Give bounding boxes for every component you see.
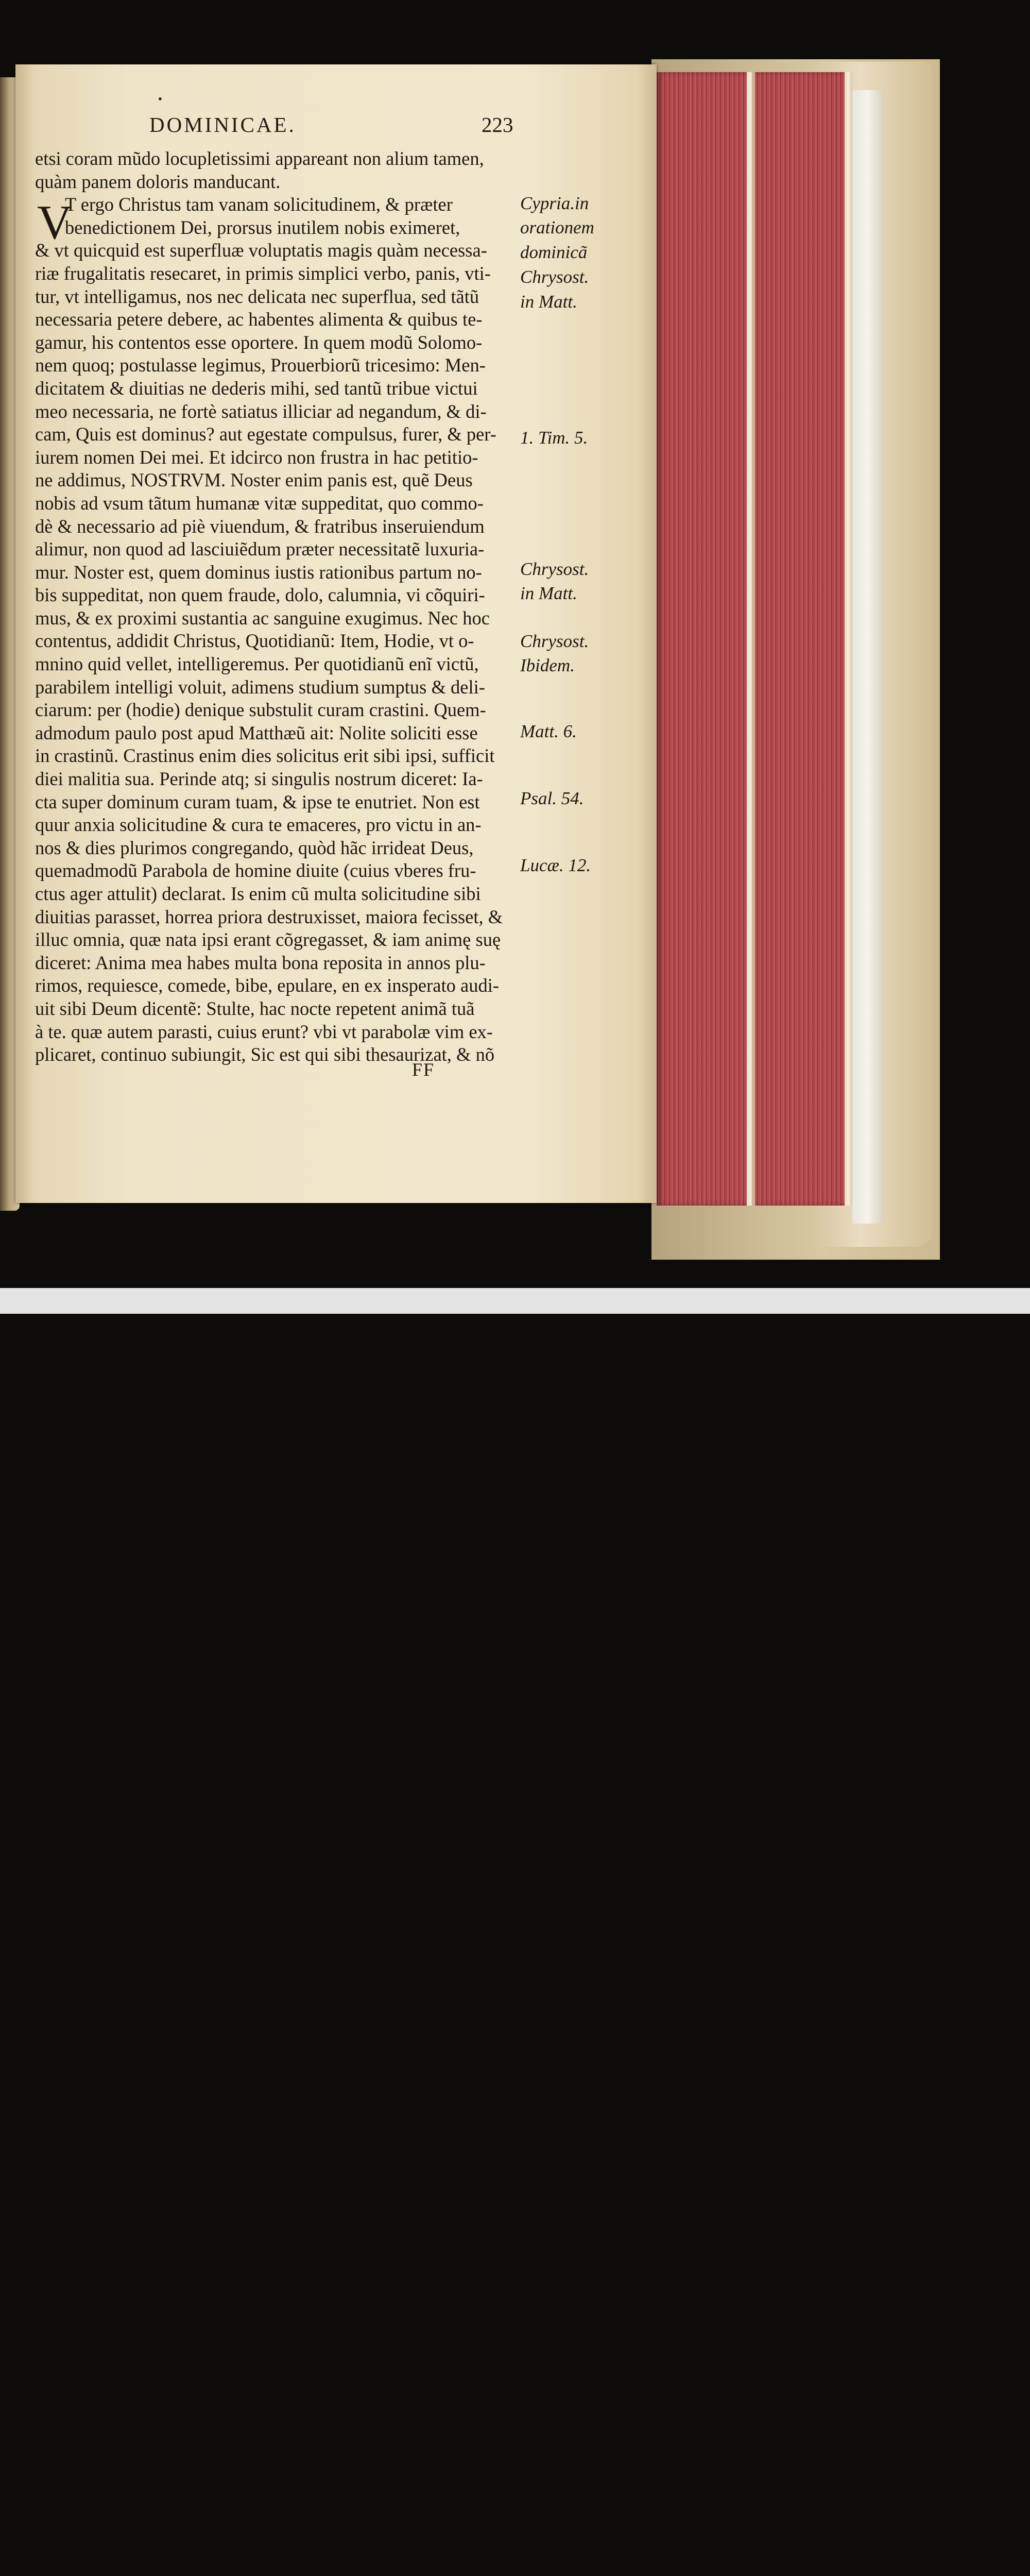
text-line: in crastinũ. Crastinus enim dies solicitus erit sibi ipsi, sufficit xyxy=(35,745,495,767)
text-line: dè & necessario ad piè viuendum, & fratribus inseruiendum xyxy=(35,515,485,537)
text-line: illuc omnia, quæ nata ipsi erant cõgregasset, & iam animę suę xyxy=(35,929,501,951)
text-line: nobis ad vsum tãtum humanæ vitæ suppeditat, quo commo- xyxy=(35,492,484,514)
running-head: DOMINICAE. xyxy=(149,113,296,137)
text-line: parabilem intelligi voluit, adimens studium sumptus & deli- xyxy=(35,676,485,698)
text-line: quàm panem doloris manducant. xyxy=(35,171,281,192)
pale-endleaf xyxy=(852,90,883,1224)
text-line: diei malitia sua. Perinde atq; si singulis nostrum diceret: Ia- xyxy=(35,768,483,790)
red-page-edges xyxy=(657,72,852,1206)
text-line: rimos, requiesce, comede, bibe, epulare, en ex insperato audi- xyxy=(35,975,499,996)
edge-gap xyxy=(752,72,755,1206)
text-line: T ergo Christus tam vanam solicitudinem, & præter xyxy=(65,194,453,215)
text-line: mus, & ex proximi sustantia ac sanguine exugimus. Nec hoc xyxy=(35,607,490,629)
text-line: diuitias parasset, horrea priora destruxisset, maiora fecisset, & xyxy=(35,906,503,927)
text-line: cam, Quis est dominus? aut egestate compulsus, furer, & per- xyxy=(35,423,496,445)
margin-note: dominicã xyxy=(520,242,588,262)
margin-note: Chrysost. xyxy=(520,559,589,579)
text-line: meo necessaria, ne fortè satiatus illiciar ad negandum, & di- xyxy=(35,400,487,422)
text-line: mnino quid vellet, intelligeremus. Per quotidianũ enĩ victũ, xyxy=(35,653,479,675)
text-line: gamur, his contentos esse oportere. In quem modũ Solomo- xyxy=(35,331,483,353)
text-line: diceret: Anima mea habes multa bona reposita in annos plu- xyxy=(35,952,486,973)
text-line: uit sibi Deum dicentẽ: Stulte, hac nocte repetent animã tuã xyxy=(35,997,475,1019)
text-line: à te. quæ autem parasti, cuius erunt? vbi vt parabolæ vim ex- xyxy=(35,1021,493,1042)
text-line: cta super dominum curam tuam, & ipse te enutriet. Non est xyxy=(35,791,480,812)
text-line: contentus, addidit Christus, Quotidianũ: Item, Hodie, vt o- xyxy=(35,630,474,652)
text-line: ctus ager attulit) declarat. Is enim cũ multa solicitudine sibi xyxy=(35,883,481,904)
viewer-footer-bar xyxy=(0,1288,1030,1314)
margin-note: Cypria.in xyxy=(520,193,589,213)
text-line: plicaret, continuo subiungit, Sic est qui sibi thesaurizat, & nõ xyxy=(35,1044,495,1065)
text-line: quemadmodũ Parabola de homine diuite (cuius vberes fru- xyxy=(35,860,476,882)
margin-note: in Matt. xyxy=(520,583,577,603)
margin-note: 1. Tim. 5. xyxy=(520,428,588,448)
text-line: & vt quicquid est superfluæ voluptatis magis quàm necessa- xyxy=(35,240,487,261)
text-line: benedictionem Dei, prorsus inutilem nobis eximeret, xyxy=(65,216,460,238)
text-line: ne addimus, NOSTRVM. Noster enim panis est, quẽ Deus xyxy=(35,469,473,491)
margin-note: Matt. 6. xyxy=(520,721,577,741)
margin-note: Lucæ. 12. xyxy=(520,855,591,875)
text-line: alimur, non quod ad lasciuiẽdum præter necessitatẽ luxuria- xyxy=(35,538,485,560)
text-line: admodum paulo post apud Matthæũ ait: Nolite soliciti esse xyxy=(35,722,478,743)
text-line: etsi coram mũdo locupletissimi appareant non alium tamen, xyxy=(35,148,484,169)
margin-note: Psal. 54. xyxy=(520,788,584,808)
signature-mark: FF xyxy=(412,1059,435,1080)
text-line: nos & dies plurimos congregando, quòd hãc irrideat Deus, xyxy=(35,837,474,858)
text-line: nem quoq; postulasse legimus, Prouerbiorũ tricesimo: Men- xyxy=(35,354,486,376)
page-number: 223 xyxy=(482,113,513,137)
text-line: mur. Noster est, quem dominus iustis rationibus partum no- xyxy=(35,561,482,583)
margin-note: Chrysost. xyxy=(520,631,589,651)
text-line: riæ frugalitatis resecaret, in primis simplici verbo, panis, vti- xyxy=(35,262,491,284)
text-line: dicitatem & diuitias ne dederis mihi, sed tantũ tribue victui xyxy=(35,377,478,399)
header-ornament-dot: • xyxy=(157,93,163,105)
body-text xyxy=(35,147,514,1066)
edge-gap xyxy=(845,72,852,1206)
text-line: quur anxia solicitudine & cura te emaceres, pro victu in an- xyxy=(35,814,482,836)
text-line: necessaria petere debere, ac habentes alimenta & quibus te- xyxy=(35,309,483,330)
drop-cap: V xyxy=(37,196,72,249)
margin-note: Ibidem. xyxy=(520,655,575,675)
text-line: bis suppeditat, non quem fraude, dolo, calumnia, vi cõquiri- xyxy=(35,584,485,606)
text-line: ciarum: per (hodie) denique substulit curam crastini. Quem- xyxy=(35,699,486,721)
margin-note: Chrysost. xyxy=(520,267,589,287)
margin-note: in Matt. xyxy=(520,292,577,312)
text-line: tur, vt intelligamus, nos nec delicata nec superflua, sed tãtũ xyxy=(35,285,479,307)
text-line: iurem nomen Dei mei. Et idcirco non frustra in hac petitio- xyxy=(35,446,478,468)
margin-note: orationem xyxy=(520,217,594,238)
